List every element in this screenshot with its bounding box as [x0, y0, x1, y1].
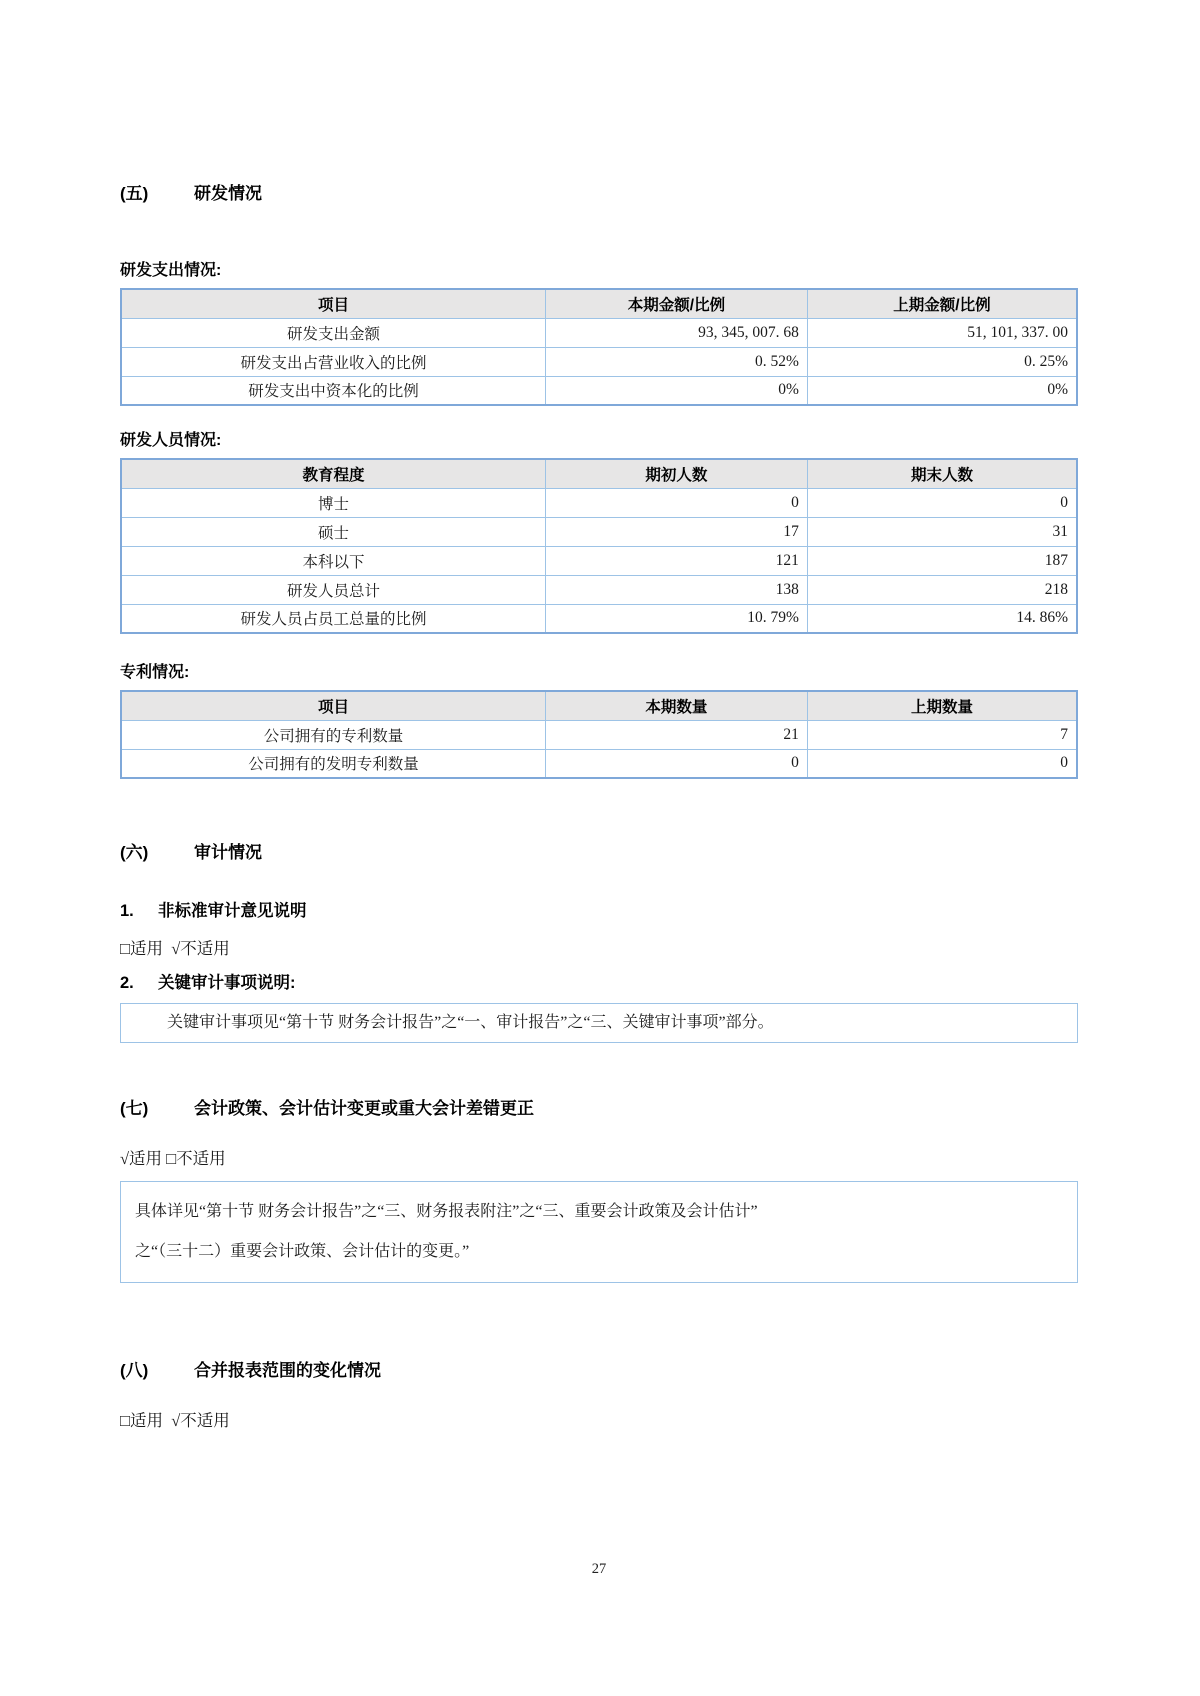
- table-cell: 博士: [121, 488, 545, 517]
- table-cell: 187: [807, 546, 1077, 575]
- section-number: (八): [120, 1361, 149, 1380]
- section-heading-consolidation-scope: [120, 1359, 1078, 1383]
- table-cell: 51, 101, 337. 00: [807, 318, 1077, 347]
- note-text-line1: 具体详见“第十节 财务会计报告”之“三、财务报表附注”之“三、重要会计政策及会计估计”: [135, 1203, 758, 1220]
- table-row: [121, 720, 1077, 749]
- table-row: [121, 575, 1077, 604]
- table-header-cell: 期初人数: [545, 459, 807, 488]
- patents-caption: 专利情况:: [120, 664, 190, 681]
- table-row: [121, 318, 1077, 347]
- item-heading-nonstandard-opinion: [120, 899, 1078, 923]
- table-row: [121, 347, 1077, 376]
- item-number: 1.: [120, 902, 134, 920]
- table-cell: 本科以下: [121, 546, 545, 575]
- table-header-row: [121, 289, 1077, 318]
- table-cell: 公司拥有的专利数量: [121, 720, 545, 749]
- table-cell: 公司拥有的发明专利数量: [121, 749, 545, 778]
- rnd-staff-table: [120, 458, 1078, 634]
- rnd-expense-caption: 研发支出情况:: [120, 262, 222, 279]
- section-heading-rnd: [120, 182, 1078, 206]
- table-cell: 0%: [807, 376, 1077, 405]
- table-cell: 7: [807, 720, 1077, 749]
- section-number: (六): [120, 843, 149, 862]
- note-text: 关键审计事项见“第十节 财务会计报告”之“一、审计报告”之“三、关键审计事项”部分。: [167, 1014, 774, 1031]
- table-header-cell: 上期金额/比例: [807, 289, 1077, 318]
- table-header-cell: 上期数量: [807, 691, 1077, 720]
- table-row: [121, 546, 1077, 575]
- rnd-staff-caption: 研发人员情况:: [120, 432, 222, 449]
- section-title: 审计情况: [194, 843, 262, 862]
- table-row: [121, 376, 1077, 405]
- table-header-cell: 本期数量: [545, 691, 807, 720]
- item-title: 非标准审计意见说明: [158, 902, 307, 920]
- patents-table: [120, 690, 1078, 779]
- table-header-cell: 教育程度: [121, 459, 545, 488]
- table-cell: 0: [545, 749, 807, 778]
- page-number: 27: [591, 1561, 607, 1577]
- note-text-line2: 之“（三十二）重要会计政策、会计估计的变更。”: [135, 1243, 470, 1260]
- table-header-cell: 项目: [121, 691, 545, 720]
- table-header-cell: 本期金额/比例: [545, 289, 807, 318]
- table-cell: 研发人员总计: [121, 575, 545, 604]
- accounting-policy-note-box: [120, 1181, 1078, 1283]
- section-number: (五): [120, 184, 149, 203]
- table-cell: 17: [545, 517, 807, 546]
- table-cell: 121: [545, 546, 807, 575]
- item-title: 关键审计事项说明:: [158, 974, 296, 992]
- table-cell: 0: [807, 749, 1077, 778]
- section-heading-accounting-policy: [120, 1097, 1078, 1121]
- table-row: [121, 749, 1077, 778]
- key-audit-matters-note-box: [120, 1003, 1078, 1043]
- table-cell: 93, 345, 007. 68: [545, 318, 807, 347]
- table-cell: 0. 25%: [807, 347, 1077, 376]
- table-row: [121, 517, 1077, 546]
- section-number: (七): [120, 1099, 149, 1118]
- table-cell: 硕士: [121, 517, 545, 546]
- table-header-row: [121, 691, 1077, 720]
- table-header-cell: 期末人数: [807, 459, 1077, 488]
- table-cell: 31: [807, 517, 1077, 546]
- rnd-expense-table: [120, 288, 1078, 406]
- table-cell: 218: [807, 575, 1077, 604]
- table-row: [121, 604, 1077, 633]
- table-cell: 0: [545, 488, 807, 517]
- table-cell: 研发支出金额: [121, 318, 545, 347]
- table-cell: 10. 79%: [545, 604, 807, 633]
- table-cell: 0. 52%: [545, 347, 807, 376]
- section-title: 会计政策、会计估计变更或重大会计差错更正: [194, 1099, 534, 1118]
- section-title: 研发情况: [194, 184, 262, 203]
- item-number: 2.: [120, 974, 134, 992]
- table-cell: 研发支出中资本化的比例: [121, 376, 545, 405]
- table-cell: 14. 86%: [807, 604, 1077, 633]
- table-cell: 研发人员占员工总量的比例: [121, 604, 545, 633]
- table-cell: 138: [545, 575, 807, 604]
- table-cell: 0: [807, 488, 1077, 517]
- applicability-line: □适用 √不适用: [120, 1411, 230, 1430]
- table-header-cell: 项目: [121, 289, 545, 318]
- table-cell: 21: [545, 720, 807, 749]
- applicability-line: √适用 □不适用: [120, 1149, 226, 1168]
- applicability-line: □适用 √不适用: [120, 939, 230, 958]
- item-heading-key-audit-matters: [120, 971, 1078, 995]
- table-cell: 研发支出占营业收入的比例: [121, 347, 545, 376]
- table-row: [121, 488, 1077, 517]
- section-title: 合并报表范围的变化情况: [194, 1361, 381, 1380]
- table-header-row: [121, 459, 1077, 488]
- section-heading-audit: [120, 841, 1078, 865]
- table-cell: 0%: [545, 376, 807, 405]
